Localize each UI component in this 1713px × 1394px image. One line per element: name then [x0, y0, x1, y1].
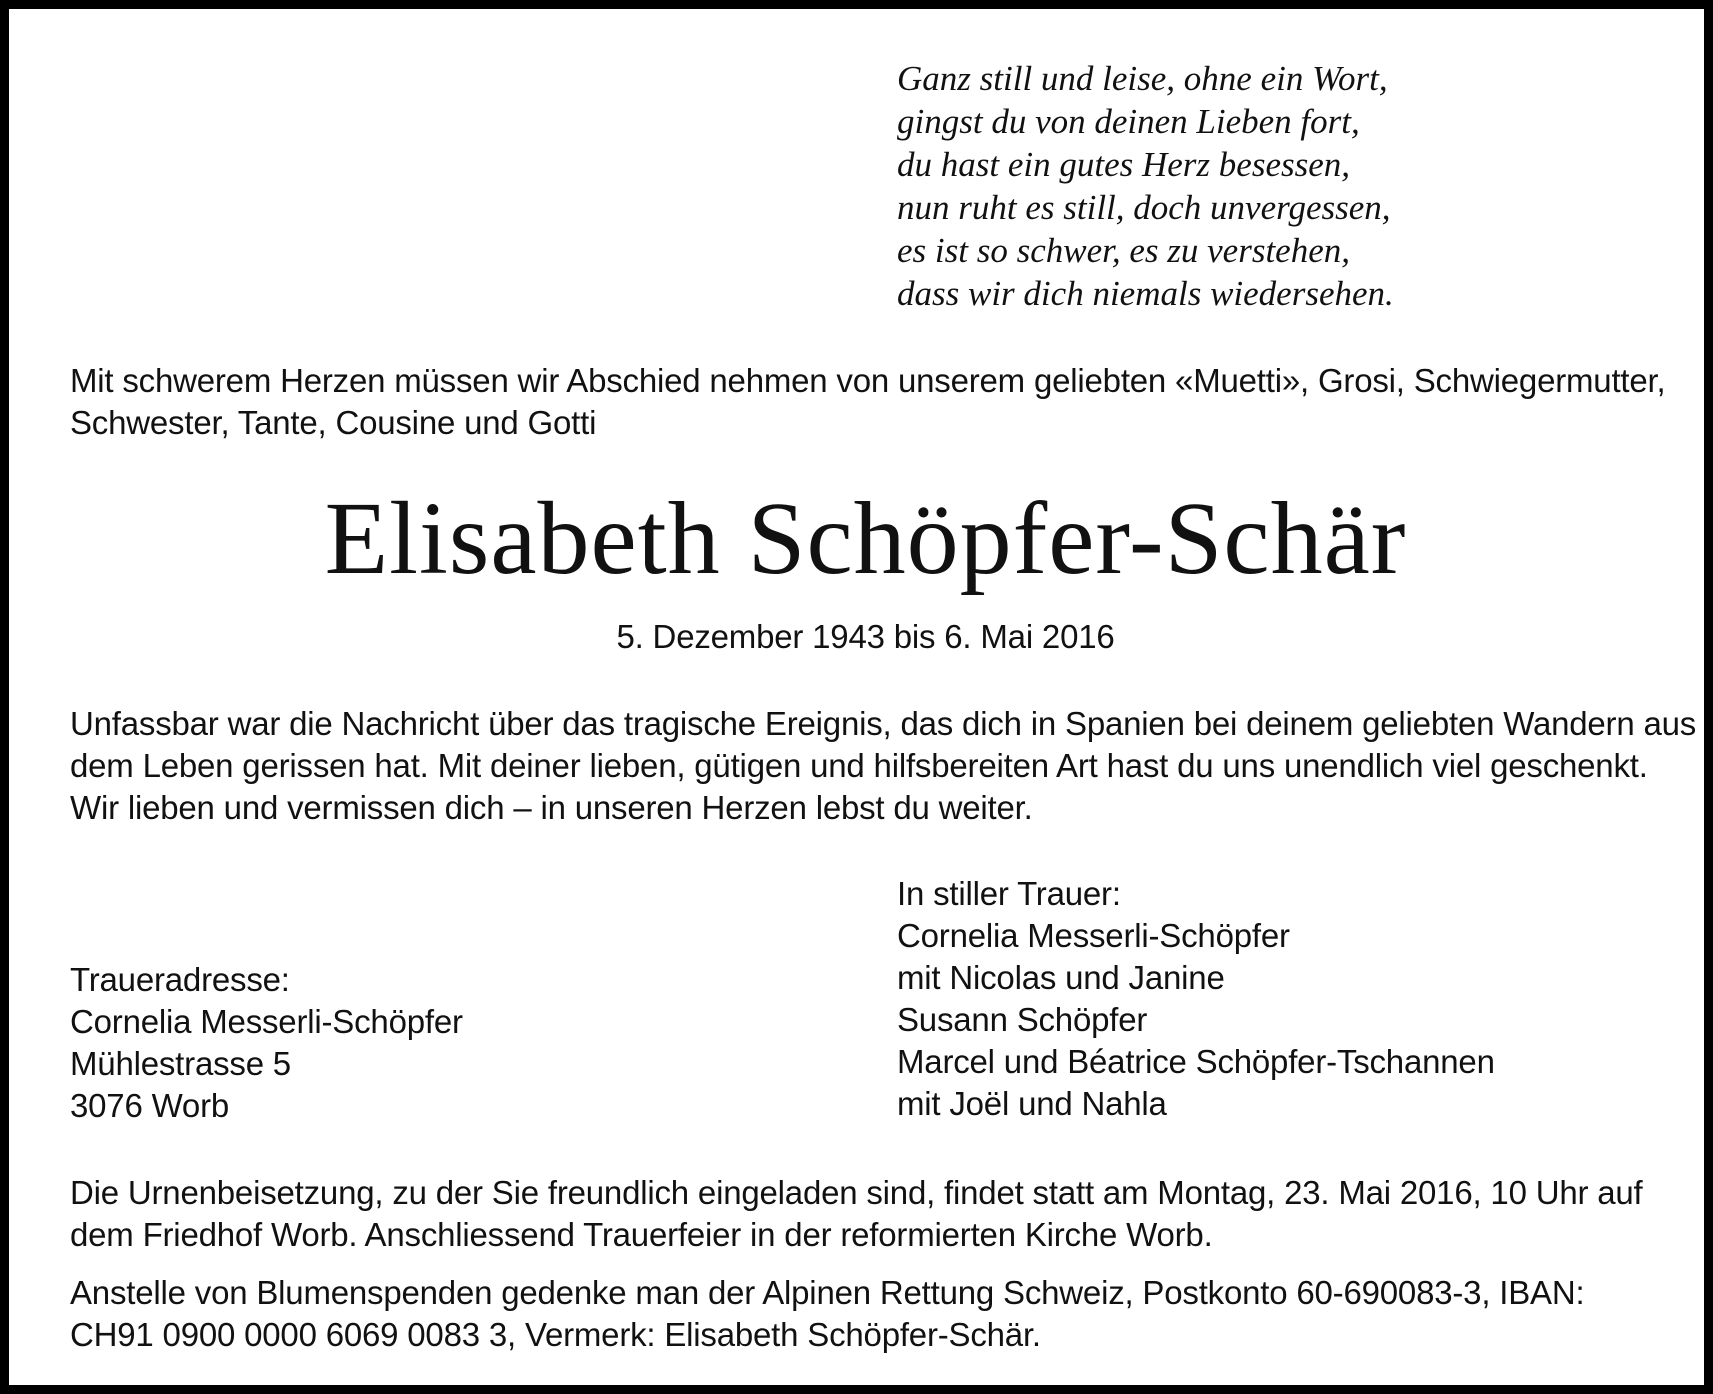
- mourner-name: Marcel und Béatrice Schöpfer-Tschannen: [897, 1043, 1495, 1080]
- address-heading: Traueradresse:: [70, 961, 290, 998]
- poem-line: du hast ein gutes Herz besessen,: [897, 145, 1351, 184]
- poem-line: Ganz still und leise, ohne ein Wort,: [897, 59, 1388, 98]
- burial-line: dem Friedhof Worb. Anschliessend Trauerfeier in der reformierten Kirche Worb.: [70, 1216, 1213, 1253]
- poem-line: dass wir dich niemals wiedersehen.: [897, 274, 1394, 313]
- message-line: dem Leben gerissen hat. Mit deiner lieben, gütigen und hilfsbereiten Art hast du uns unendlich viel geschenkt.: [70, 747, 1648, 784]
- poem-line: gingst du von deinen Lieben fort,: [897, 102, 1360, 141]
- donation-line: CH91 0900 0000 6069 0083 3, Vermerk: Elisabeth Schöpfer-Schär.: [70, 1316, 1041, 1353]
- mourner-name: Cornelia Messerli-Schöpfer: [897, 917, 1290, 954]
- life-dates: 5. Dezember 1943 bis 6. Mai 2016: [616, 618, 1115, 655]
- deceased-name: Elisabeth Schöpfer-Schär: [324, 481, 1407, 596]
- address-name: Cornelia Messerli-Schöpfer: [70, 1003, 463, 1040]
- mourners-heading: In stiller Trauer:: [897, 875, 1121, 912]
- message-line: Unfassbar war die Nachricht über das tragische Ereignis, das dich in Spanien bei deinem geliebten Wandern aus: [70, 705, 1697, 742]
- poem: [897, 57, 1597, 315]
- address-street: Mühlestrasse 5: [70, 1045, 291, 1082]
- mourner-name: mit Joël und Nahla: [897, 1085, 1167, 1122]
- intro-line: Schwester, Tante, Cousine und Gotti: [70, 404, 597, 441]
- poem-line: es ist so schwer, es zu verstehen,: [897, 231, 1351, 270]
- mourners-list: [897, 873, 1657, 1125]
- mourner-name: mit Nicolas und Janine: [897, 959, 1225, 996]
- message-line: Wir lieben und vermissen dich – in unseren Herzen lebst du weiter.: [70, 789, 1033, 826]
- mourning-address: [70, 959, 770, 1127]
- poem-line: nun ruht es still, doch unvergessen,: [897, 188, 1391, 227]
- intro-line: Mit schwerem Herzen müssen wir Abschied nehmen von unserem geliebten «Muetti», Grosi, Schwiegermutter,: [70, 362, 1666, 399]
- intro-paragraph: [70, 360, 1670, 444]
- message-paragraph: [70, 703, 1697, 829]
- address-city: 3076 Worb: [70, 1087, 230, 1124]
- burial-paragraph: [70, 1172, 1670, 1256]
- donation-paragraph: [70, 1272, 1670, 1356]
- mourner-name: Susann Schöpfer: [897, 1001, 1148, 1038]
- donation-line: Anstelle von Blumenspenden gedenke man der Alpinen Rettung Schweiz, Postkonto 60-690083-3, IBAN:: [70, 1274, 1585, 1311]
- burial-line: Die Urnenbeisetzung, zu der Sie freundlich eingeladen sind, findet statt am Montag, 23. Mai 2016, 10 Uhr auf: [70, 1174, 1643, 1211]
